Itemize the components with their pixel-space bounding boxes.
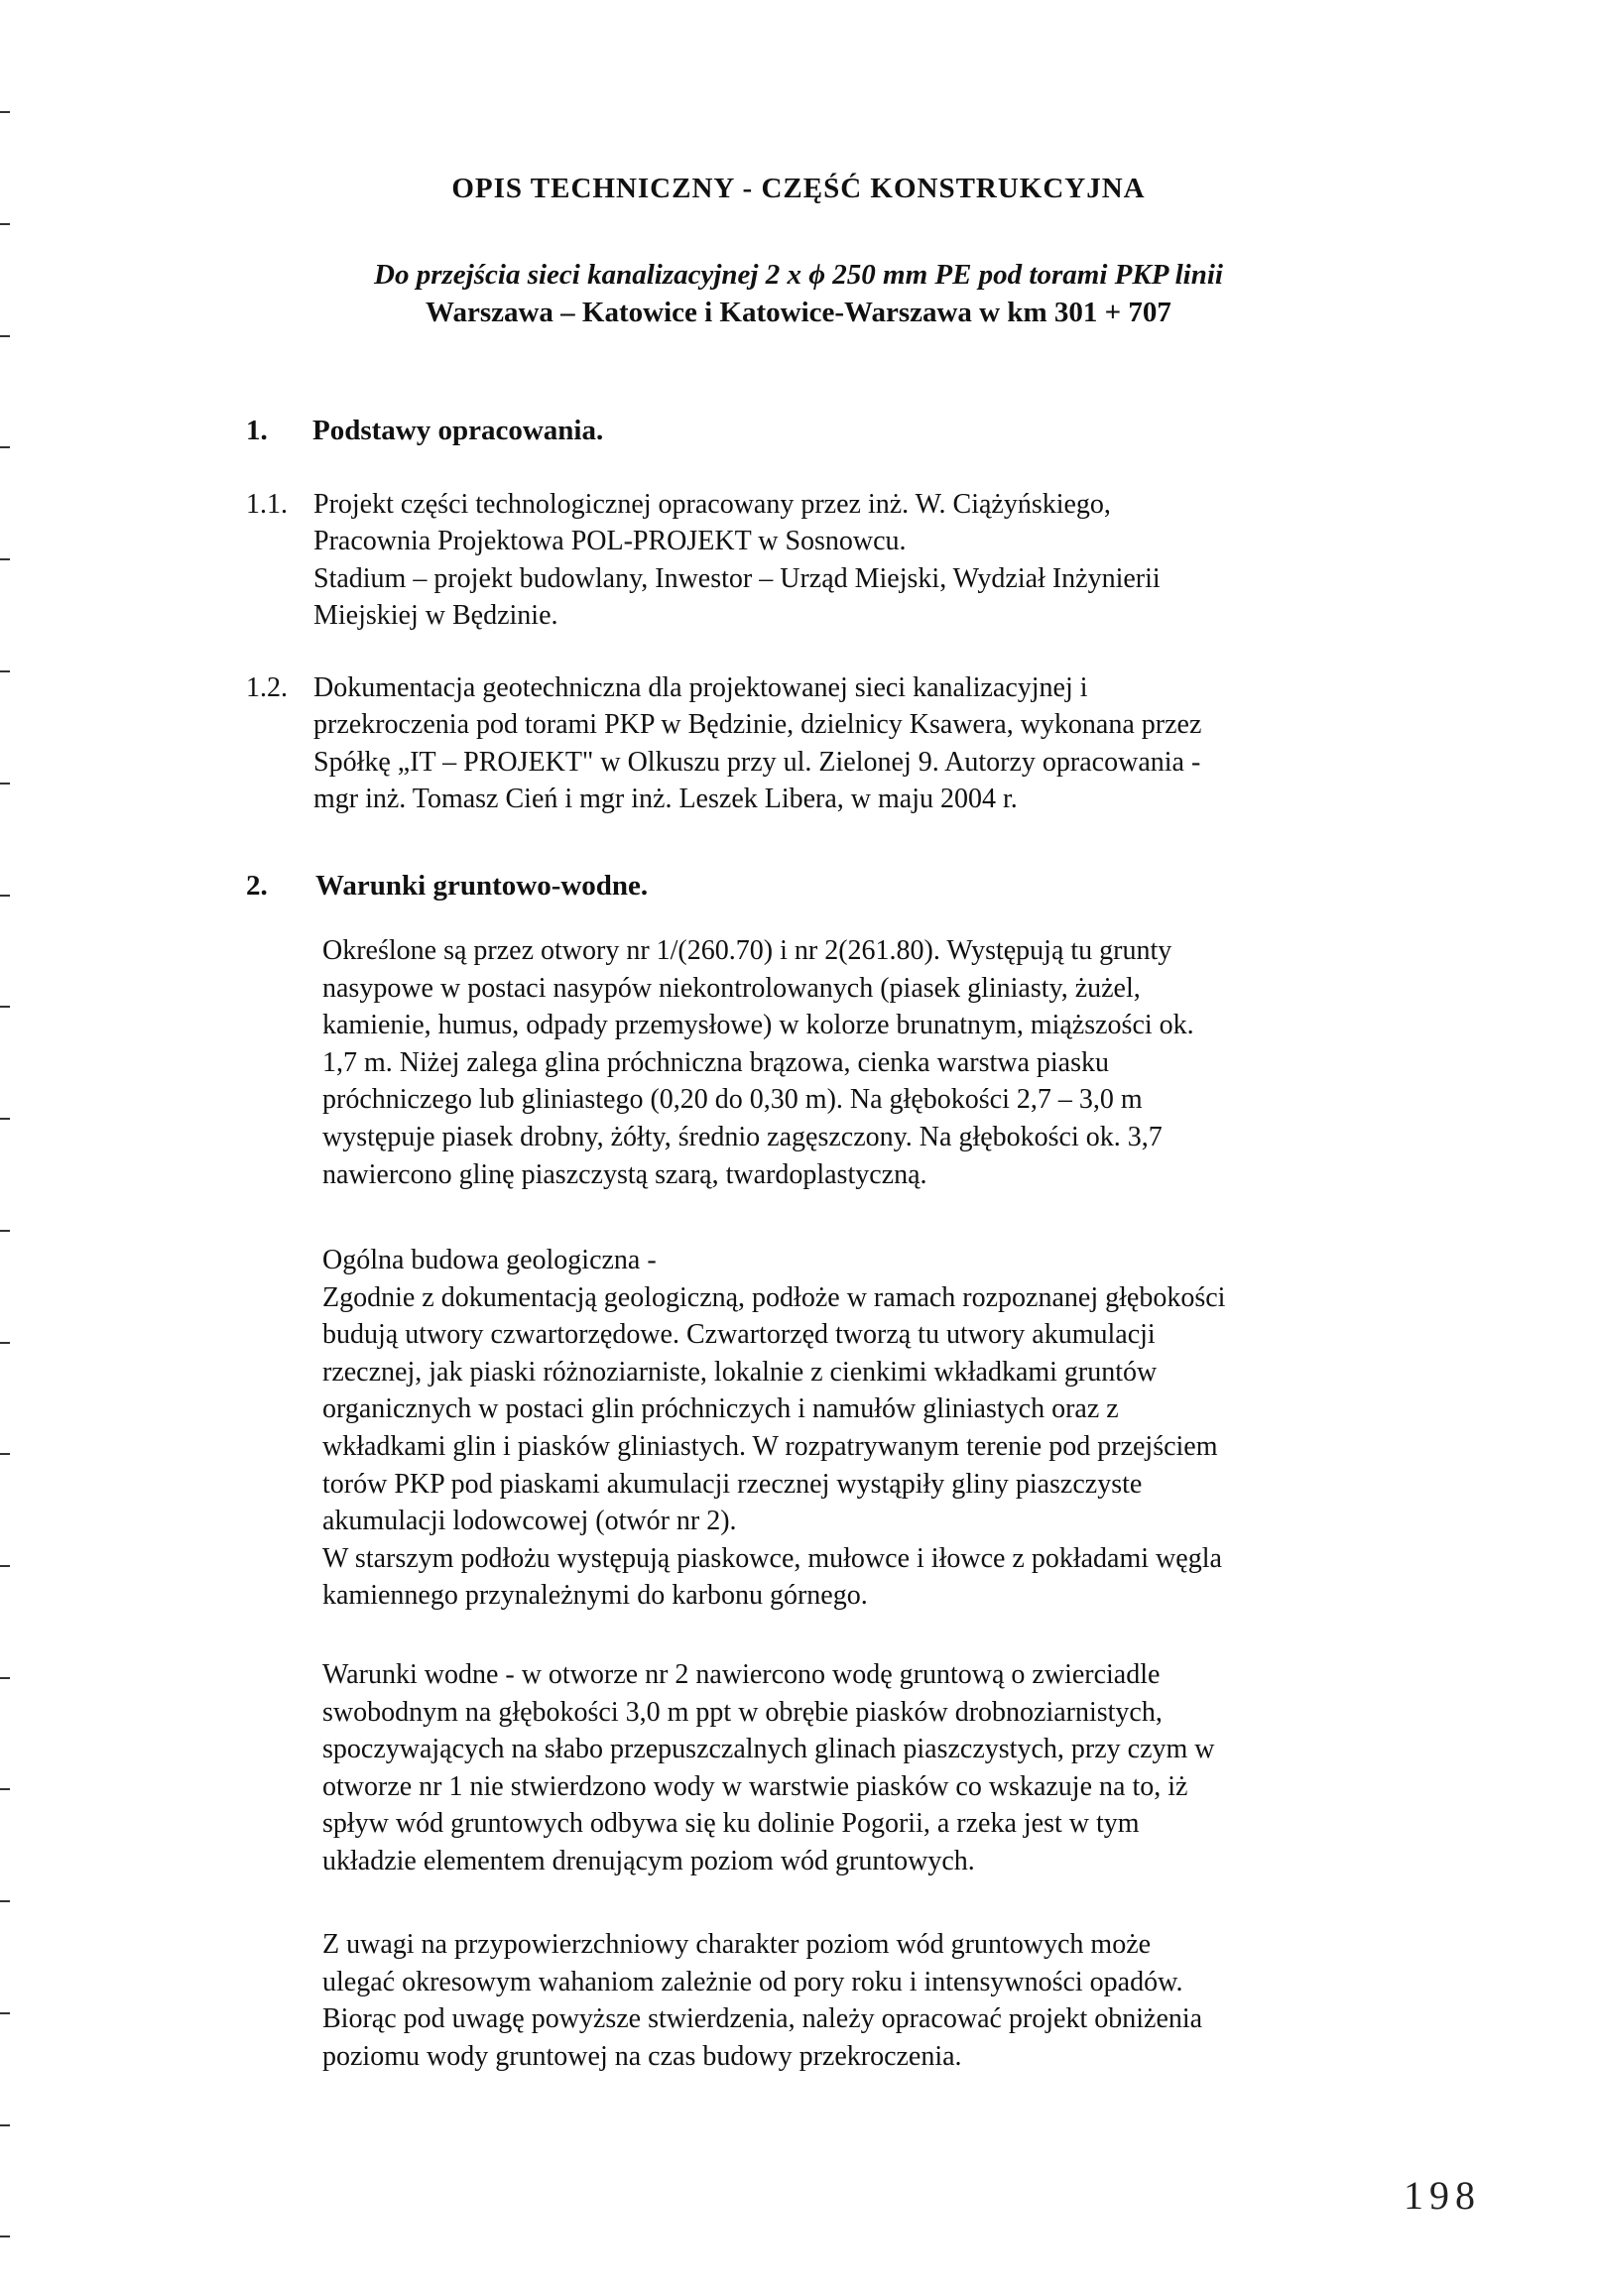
text-line: W starszym podłożu występują piaskowce, mułowce i iłowce z pokładami węgla xyxy=(322,1542,1222,1574)
text-line: przekroczenia pod torami PKP w Będzinie, dzielnicy Ksawera, wykonana przez xyxy=(313,709,1202,741)
margin-tick xyxy=(0,1118,10,1120)
margin-tick xyxy=(0,111,10,113)
margin-tick xyxy=(0,2012,10,2014)
item-text xyxy=(313,486,1424,634)
item-number: 1.2. xyxy=(246,672,288,703)
text-line: Określone są przez otwory nr 1/(260.70) i nr 2(261.80). Występują tu grunty xyxy=(322,935,1172,966)
document-title: OPIS TECHNICZNY - CZĘŚĆ KONSTRUKCYJNA xyxy=(451,173,1146,204)
text-line: próchniczego lub gliniastego (0,20 do 0,30 m). Na głębokości 2,7 – 3,0 m xyxy=(322,1084,1143,1116)
text-line: 1,7 m. Niżej zalega glina próchniczna brązowa, cienka warstwa piasku xyxy=(322,1046,1109,1078)
text-line: Warunki wodne - w otworze nr 2 nawiercono wodę gruntową o zwierciadle xyxy=(322,1659,1161,1690)
margin-tick xyxy=(0,1006,10,1008)
text-line: Zgodnie z dokumentacją geologiczną, podłoże w ramach rozpoznanej głębokości xyxy=(322,1281,1226,1313)
text-line: akumulacji lodowcowej (otwór nr 2). xyxy=(322,1506,737,1537)
text-line: rzecznej, jak piaski różnoziarniste, lokalnie z cienkimi wkładkami gruntów xyxy=(322,1356,1158,1388)
text-line: swobodnym na głębokości 3,0 m ppt w obrębie piasków drobnoziarnistych, xyxy=(322,1696,1163,1728)
text-line: nawiercono glinę piaszczystą szarą, twardoplastyczną. xyxy=(322,1158,927,1190)
paragraph-soil xyxy=(322,932,1394,1193)
margin-tick xyxy=(0,223,10,225)
text-line: Miejskiej w Będzinie. xyxy=(313,599,558,631)
margin-tick xyxy=(0,1788,10,1790)
margin-tick xyxy=(0,1230,10,1232)
section-number: 1. xyxy=(246,415,268,446)
margin-tick xyxy=(0,1453,10,1455)
text-line: wkładkami glin i piasków gliniastych. W rozpatrywanym terenie pod przejściem xyxy=(322,1430,1218,1462)
margin-tick xyxy=(0,1342,10,1344)
subtitle-line-1: Do przejścia sieci kanalizacyjnej 2 x ϕ 250 mm PE pod torami PKP linii xyxy=(374,259,1223,291)
margin-tick xyxy=(0,1565,10,1567)
text-line: Pracownia Projektowa POL-PROJEKT w Sosnowcu. xyxy=(313,526,907,557)
margin-tick xyxy=(0,558,10,560)
text-line: nasypowe w postaci nasypów niekontrolowanych (piasek gliniasty, żużel, xyxy=(322,972,1141,1004)
text-line: występuje piasek drobny, żółty, średnio zagęszczony. Na głębokości ok. 3,7 xyxy=(322,1121,1163,1152)
text-line: kamiennego przynależnymi do karbonu górnego. xyxy=(322,1580,868,1612)
text-line: kamienie, humus, odpady przemysłowe) w kolorze brunatnym, miąższości ok. xyxy=(322,1010,1194,1041)
text-line: ulegać okresowym wahaniom zależnie od pory roku i intensywności opadów. xyxy=(322,1966,1183,1997)
item-number: 1.1. xyxy=(246,489,288,520)
section-title: Warunki gruntowo-wodne. xyxy=(315,870,649,902)
margin-tick xyxy=(0,895,10,897)
page-number: 198 xyxy=(1404,2173,1481,2218)
text-line: Ogólna budowa geologiczna - xyxy=(322,1245,657,1275)
margin-tick xyxy=(0,1677,10,1679)
margin-tick xyxy=(0,335,10,337)
paragraph-geology xyxy=(322,1242,1394,1615)
text-line: poziomu wody gruntowej na czas budowy przekroczenia. xyxy=(322,2040,962,2072)
text-line: Projekt części technologicznej opracowany przez inż. W. Ciążyńskiego, xyxy=(313,489,1111,520)
text-line: otworze nr 1 nie stwierdzono wody w warstwie piasków co wskazuje na to, iż xyxy=(322,1770,1188,1802)
text-line: Biorąc pod uwagę powyższe stwierdzenia, należy opracować projekt obniżenia xyxy=(322,2003,1203,2035)
document-subtitle xyxy=(0,256,1597,331)
text-line: Spółkę „IT – PROJEKT" w Olkuszu przy ul. Zielonej 9. Autorzy opracowania - xyxy=(313,746,1201,778)
margin-tick xyxy=(0,670,10,672)
margin-tick xyxy=(0,783,10,785)
margin-tick xyxy=(0,2236,10,2237)
text-line: Dokumentacja geotechniczna dla projektowanej sieci kanalizacyjnej i xyxy=(313,672,1088,703)
margin-tick xyxy=(0,2124,10,2126)
text-line: układzie elementem drenującym poziom wód gruntowych. xyxy=(322,1845,975,1876)
margin-tick xyxy=(0,1900,10,1902)
section-number: 2. xyxy=(246,870,268,902)
text-line: torów PKP pod piaskami akumulacji rzecznej wystąpiły gliny piaszczyste xyxy=(322,1468,1143,1500)
subtitle-line-2: Warszawa – Katowice i Katowice-Warszawa w km 301 + 707 xyxy=(426,297,1171,328)
text-line: budują utwory czwartorzędowe. Czwartorzęd tworzą tu utwory akumulacji xyxy=(322,1319,1156,1351)
text-line: spływ wód gruntowych odbywa się ku dolinie Pogorii, a rzeka jest w tym xyxy=(322,1808,1140,1840)
text-line: mgr inż. Tomasz Cień i mgr inż. Leszek Libera, w maju 2004 r. xyxy=(313,783,1018,814)
margin-tick xyxy=(0,446,10,448)
item-text xyxy=(313,669,1424,817)
text-line: Z uwagi na przypowierzchniowy charakter poziom wód gruntowych może xyxy=(322,1929,1152,1960)
text-line: organicznych w postaci glin próchniczych i namułów gliniastych oraz z xyxy=(322,1393,1119,1425)
text-line: Stadium – projekt budowlany, Inwestor – Urząd Miejski, Wydział Inżynierii xyxy=(313,562,1161,594)
paragraph-water xyxy=(322,1656,1394,1880)
section-title: Podstawy opracowania. xyxy=(312,415,604,446)
paragraph-conclusion xyxy=(322,1926,1394,2075)
text-line: spoczywających na słabo przepuszczalnych glinach piaszczystych, przy czym w xyxy=(322,1734,1215,1765)
